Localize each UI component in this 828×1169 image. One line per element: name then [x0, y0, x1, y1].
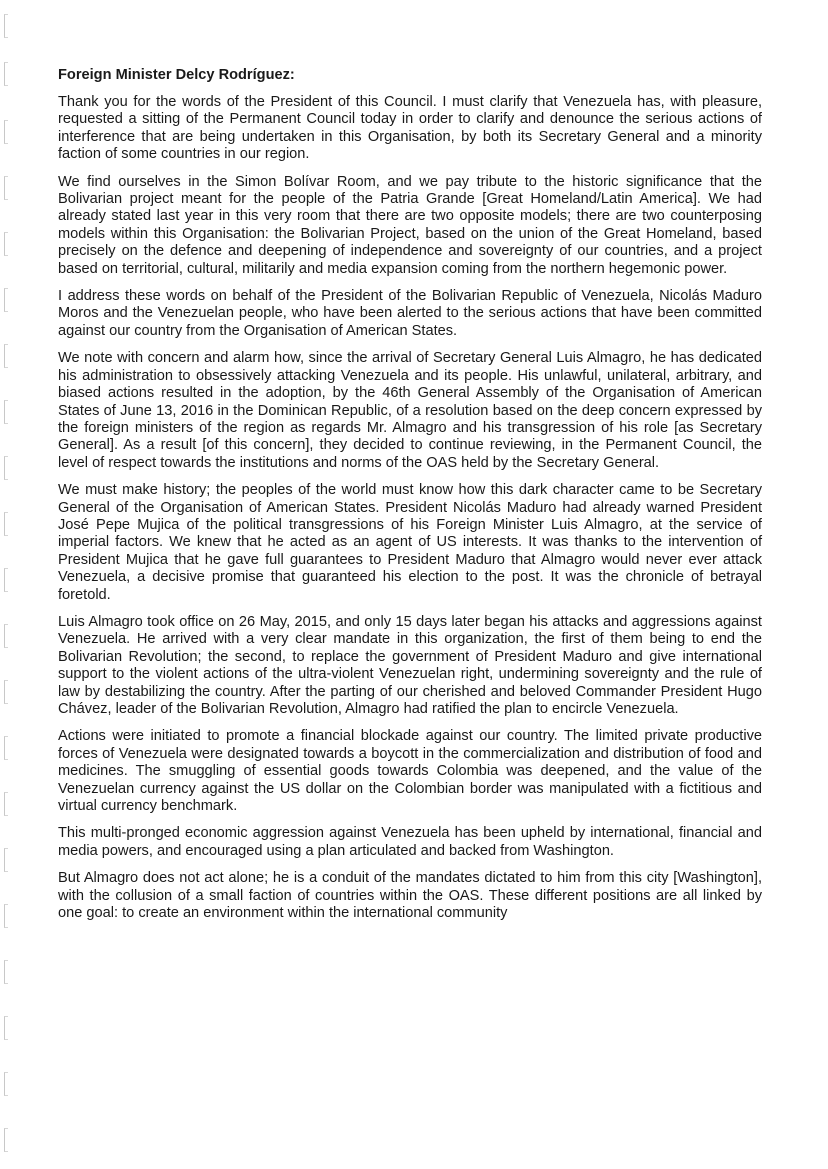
- scan-edge-mark: [4, 1072, 8, 1096]
- paragraph: We note with concern and alarm how, since the arrival of Secretary General Luis Almagro, he has dedicated his administration to obsessively attacking Venezuela and its people. His unlawful, unilateral, arbitrary, and biased actions resulted in the adoption, by the 46th General Assembly of the Organisation of American States of June 13, 2016 in the Dominican Republic, of a resolution based on the deep concern expressed by the foreign ministers of the region as regards Mr. Almagro and his transgression of his role [as Secretary General]. As a result [of this concern], they decided to continue reviewing, in the Permanent Council, the level of respect towards the institutions and norms of the OAS held by the Secretary General.: [58, 350, 762, 471]
- scan-edge-mark: [4, 680, 8, 704]
- scan-edge-mark: [4, 960, 8, 984]
- paragraph: Actions were initiated to promote a financial blockade against our country. The limited private productive forces of Venezuela were designated towards a boycott in the commercialization and distribution of food and medicines. The smuggling of essential goods towards Colombia was deepened, and the value of the Venezuelan currency against the US dollar on the Colombian border was manipulated with a fictitious and virtual currency benchmark.: [58, 728, 762, 815]
- document-body: [58, 66, 762, 932]
- scan-edge-mark: [4, 176, 8, 200]
- speaker-heading: Foreign Minister Delcy Rodríguez:: [58, 67, 295, 83]
- paragraph: We must make history; the peoples of the world must know how this dark character came to be Secretary General of the Organisation of American States. President Nicolás Maduro had already warned President José Pepe Mujica of the political transgressions of his Foreign Minister Luis Almagro, at the service of imperial factors. We knew that he acted as an agent of US interests. It was thanks to the intervention of President Mujica that he gave full guarantees to President Maduro that Almagro would never ever attack Venezuela, a decisive promise that guaranteed his election to the post. It was the chronicle of betrayal foretold.: [58, 482, 762, 603]
- scan-edge-mark: [4, 624, 8, 648]
- paragraph: But Almagro does not act alone; he is a conduit of the mandates dictated to him from this city [Washington], with the collusion of a small faction of countries within the OAS. These different positions are all linked by one goal: to create an environment within the international community: [58, 870, 762, 922]
- scan-edge-mark: [4, 568, 8, 592]
- scan-edge-mark: [4, 1128, 8, 1152]
- scan-edge-mark: [4, 14, 8, 38]
- paragraph: I address these words on behalf of the President of the Bolivarian Republic of Venezuela, Nicolás Maduro Moros and the Venezuelan people, who have been alerted to the serious actions that have been committed against our country from the Organisation of American States.: [58, 288, 762, 339]
- paragraph: This multi-pronged economic aggression against Venezuela has been upheld by international, financial and media powers, and encouraged using a plan articulated and backed from Washington.: [58, 825, 762, 859]
- scan-edge-mark: [4, 848, 8, 872]
- scan-edge-mark: [4, 344, 8, 368]
- paragraph: Luis Almagro took office on 26 May, 2015, and only 15 days later began his attacks and aggressions against Venezuela. He arrived with a very clear mandate in this organization, the first of them being to end the Bolivarian Revolution; the second, to replace the government of President Maduro and give international support to the violent actions of the ultra-violent Venezuelan right, undermining sovereignty and the rule of law by destabilizing the country. After the parting of our cherished and beloved Commander President Hugo Chávez, leader of the Bolivarian Revolution, Almagro had ratified the plan to encircle Venezuela.: [58, 613, 762, 717]
- scan-edge-mark: [4, 400, 8, 424]
- scan-edge-mark: [4, 904, 8, 928]
- paragraph: We find ourselves in the Simon Bolívar Room, and we pay tribute to the historic significance that the Bolivarian project meant for the people of the Patria Grande [Great Homeland/Latin America]. We had already stated last year in this very room that there are two opposite models; there are two counterposing models within this Organisation: the Bolivarian Project, based on the union of the Great Homeland, based precisely on the defence and deepening of independence and sovereignty of our countries, and a project based on territorial, cultural, militarily and media expansion coming from the northern hegemonic power.: [58, 173, 762, 277]
- scan-edge-mark: [4, 62, 8, 86]
- scan-edge-mark: [4, 120, 8, 144]
- scan-edge-mark: [4, 736, 8, 760]
- scan-edge-mark: [4, 456, 8, 480]
- scan-edge-mark: [4, 288, 8, 312]
- scan-edge-mark: [4, 512, 8, 536]
- scan-edge-mark: [4, 232, 8, 256]
- scan-edge-mark: [4, 1016, 8, 1040]
- paragraph: Thank you for the words of the President of this Council. I must clarify that Venezuela has, with pleasure, requested a sitting of the Permanent Council today in order to clarify and denounce the serious actions of interference that are being undertaken in this Organisation, by both its Secretary General and a minority faction of some countries in our region.: [58, 94, 762, 163]
- scan-edge-mark: [4, 792, 8, 816]
